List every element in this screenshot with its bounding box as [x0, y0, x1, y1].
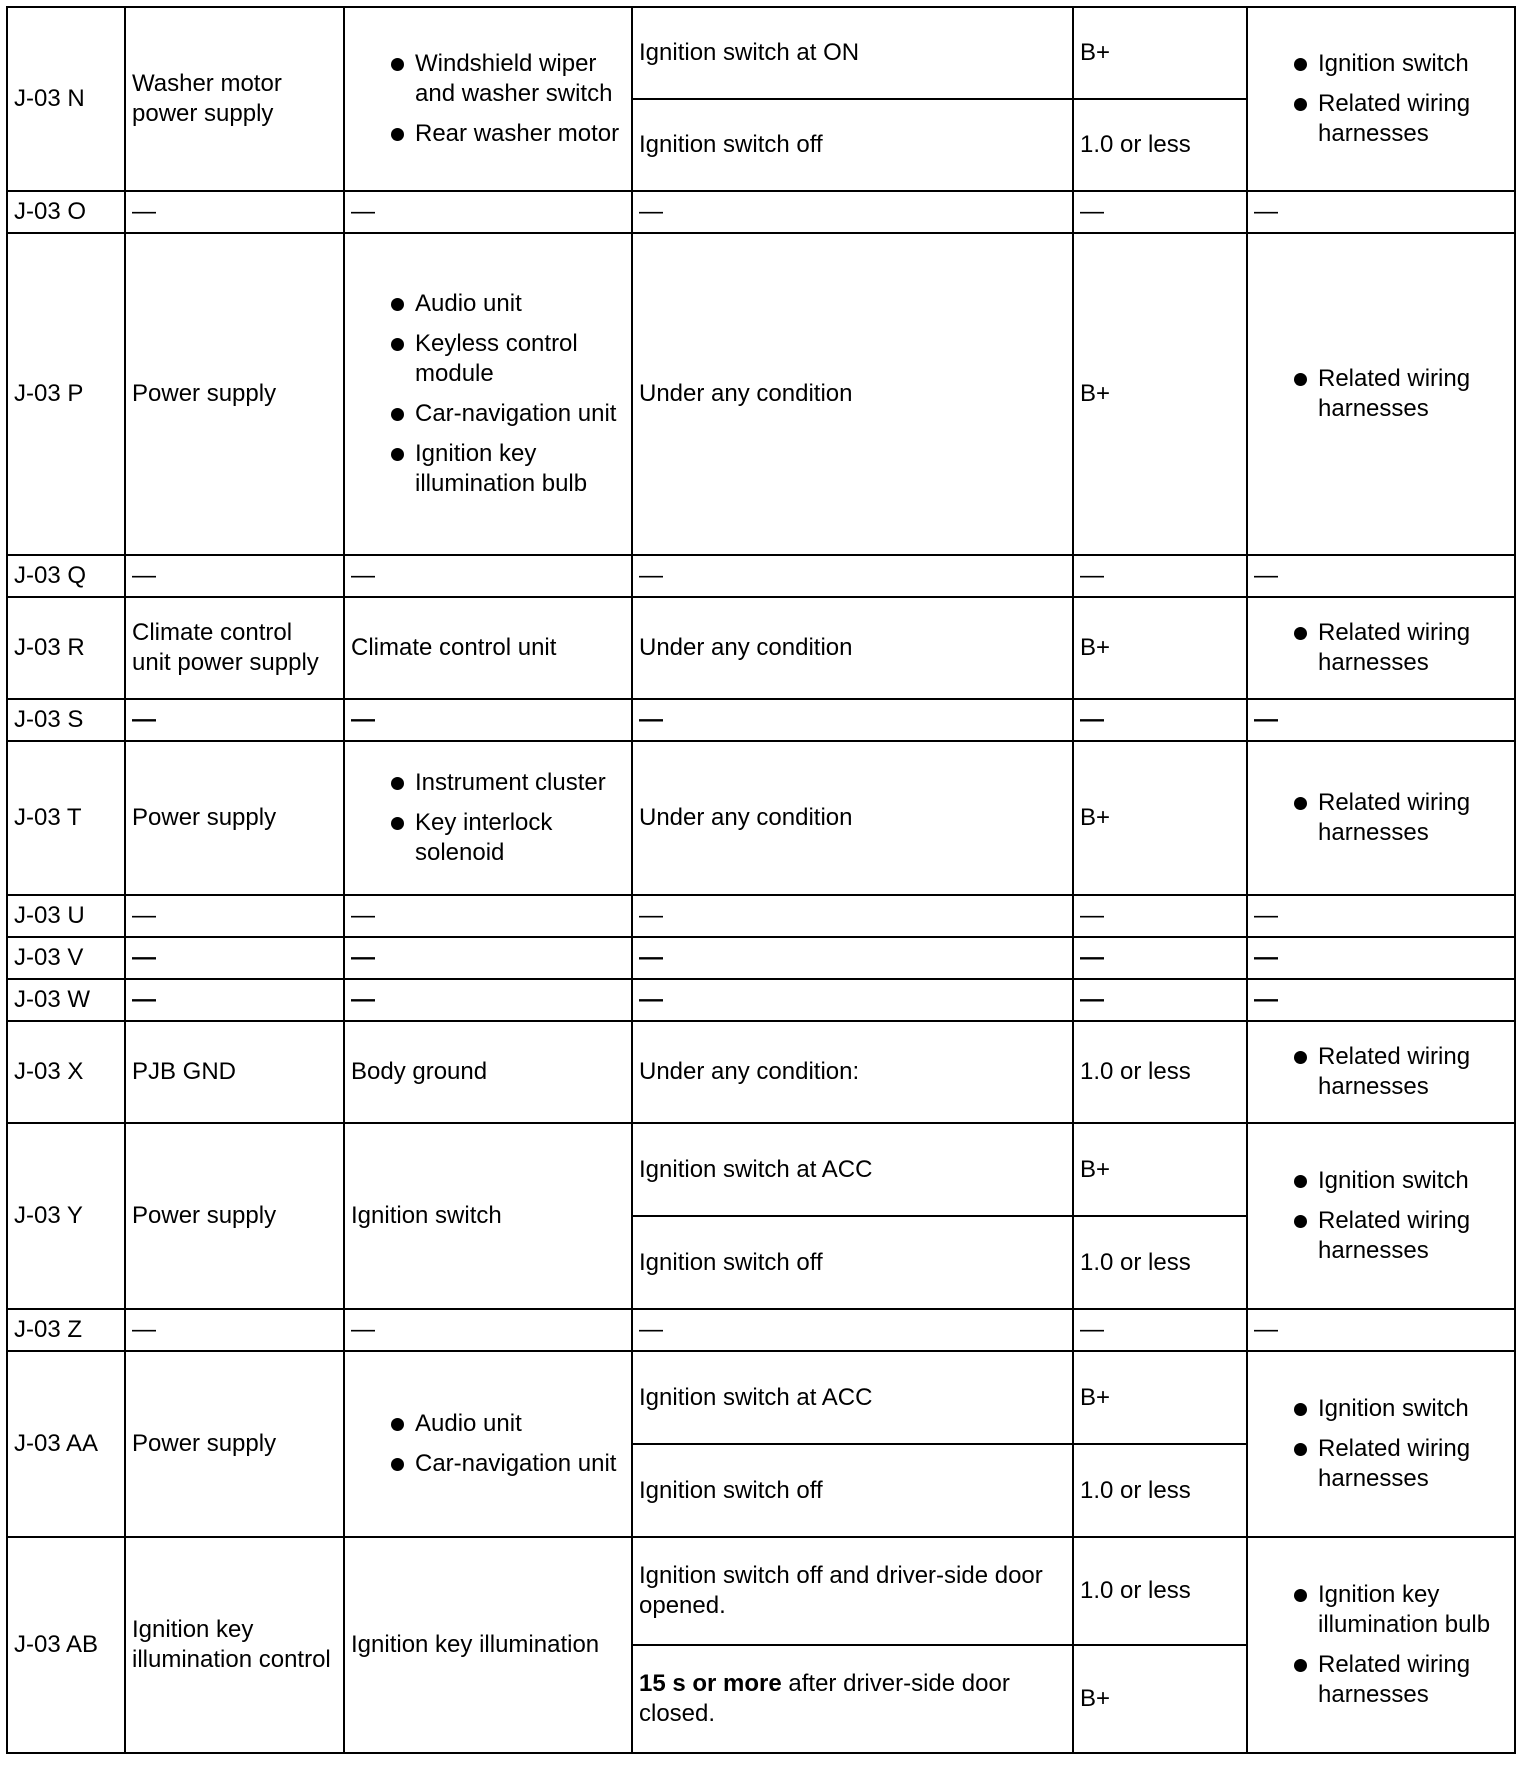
dash-cell: [1073, 979, 1247, 1021]
condition-cell: Ignition switch at ACC: [632, 1351, 1073, 1444]
dash-mark: —: [132, 562, 156, 589]
condition-cell: Ignition switch off and driver-side door opened.: [632, 1537, 1073, 1645]
list-item: Car-navigation unit: [351, 1449, 625, 1479]
table-row: [7, 1123, 1515, 1216]
inspection-cell: [1247, 1123, 1515, 1309]
terminal-cell: J-03 P: [7, 233, 125, 555]
voltage-cell: B+: [1073, 1351, 1247, 1444]
dash-cell: [344, 191, 632, 233]
dash-mark: —: [351, 902, 375, 929]
condition-cell: Ignition switch off: [632, 99, 1073, 191]
terminal-cell: J-03 S: [7, 699, 125, 741]
inspection-cell: [1247, 1537, 1515, 1753]
dash-cell: [1073, 895, 1247, 937]
list-item: Car-navigation unit: [351, 399, 625, 429]
inspection-cell: [1247, 597, 1515, 699]
dash-cell: [125, 937, 344, 979]
list-item: Ignition switch: [1254, 1166, 1508, 1196]
dash-cell: [1247, 1309, 1515, 1351]
table-row: [7, 555, 1515, 597]
list-item: Ignition key illumination bulb: [1254, 1580, 1508, 1640]
signal-cell: PJB GND: [125, 1021, 344, 1123]
dash-cell: [125, 191, 344, 233]
dash-cell: [125, 699, 344, 741]
voltage-cell: B+: [1073, 233, 1247, 555]
connected-to-cell: Ignition key illumination: [344, 1537, 632, 1753]
dash-mark: —: [1254, 944, 1278, 971]
terminal-cell: J-03 Z: [7, 1309, 125, 1351]
table-row: [7, 741, 1515, 895]
list-item: Related wiring harnesses: [1254, 364, 1508, 424]
list-item: Ignition key illumination bulb: [351, 439, 625, 499]
dash-cell: [1073, 191, 1247, 233]
table-row: [7, 1537, 1515, 1645]
condition-emphasis: 15 s or more: [639, 1670, 782, 1697]
dash-mark: —: [1080, 944, 1104, 971]
dash-mark: —: [132, 944, 156, 971]
connected-to-cell: [344, 741, 632, 895]
terminal-cell: J-03 W: [7, 979, 125, 1021]
signal-cell: Power supply: [125, 741, 344, 895]
terminal-cell: J-03 T: [7, 741, 125, 895]
condition-cell: Under any condition: [632, 233, 1073, 555]
table-row: [7, 7, 1515, 99]
terminal-cell: J-03 U: [7, 895, 125, 937]
terminal-spec-sheet: [6, 6, 1514, 1754]
voltage-cell: 1.0 or less: [1073, 1537, 1247, 1645]
dash-cell: [1247, 191, 1515, 233]
dash-cell: [632, 1309, 1073, 1351]
voltage-cell: B+: [1073, 7, 1247, 99]
dash-mark: —: [1254, 1316, 1278, 1343]
dash-mark: —: [1254, 706, 1278, 733]
table-row: [7, 191, 1515, 233]
dash-mark: —: [639, 706, 663, 733]
table-row: [7, 979, 1515, 1021]
dash-mark: —: [351, 986, 375, 1013]
dash-cell: [125, 555, 344, 597]
condition-cell: Ignition switch at ACC: [632, 1123, 1073, 1216]
dash-mark: —: [132, 198, 156, 225]
list-item: Audio unit: [351, 289, 625, 319]
voltage-cell: 1.0 or less: [1073, 1216, 1247, 1309]
list-item: Related wiring harnesses: [1254, 1042, 1508, 1102]
dash-mark: —: [132, 986, 156, 1013]
voltage-cell: 1.0 or less: [1073, 1021, 1247, 1123]
table-row: [7, 937, 1515, 979]
list-item: Rear washer motor: [351, 119, 625, 149]
dash-mark: —: [1080, 986, 1104, 1013]
terminal-voltage-table: [6, 6, 1516, 1754]
dash-cell: [344, 1309, 632, 1351]
connected-to-cell: Ignition switch: [344, 1123, 632, 1309]
connected-to-cell: Climate control unit: [344, 597, 632, 699]
signal-cell: Climate control unit power supply: [125, 597, 344, 699]
voltage-cell: B+: [1073, 1645, 1247, 1753]
dash-cell: [125, 895, 344, 937]
dash-cell: [1247, 979, 1515, 1021]
dash-cell: [632, 937, 1073, 979]
table-row: [7, 233, 1515, 555]
dash-mark: —: [1254, 986, 1278, 1013]
dash-mark: —: [351, 198, 375, 225]
list-item: Key interlock solenoid: [351, 808, 625, 868]
dash-cell: [632, 699, 1073, 741]
dash-cell: [1073, 555, 1247, 597]
dash-cell: [344, 699, 632, 741]
signal-cell: Washer motor power supply: [125, 7, 344, 191]
inspection-cell: [1247, 741, 1515, 895]
signal-cell: Power supply: [125, 1123, 344, 1309]
condition-cell: Ignition switch at ON: [632, 7, 1073, 99]
dash-cell: [1247, 937, 1515, 979]
dash-mark: —: [1080, 198, 1104, 225]
list-item: Related wiring harnesses: [1254, 788, 1508, 848]
terminal-cell: J-03 V: [7, 937, 125, 979]
list-item: Related wiring harnesses: [1254, 1206, 1508, 1266]
list-item: Audio unit: [351, 1409, 625, 1439]
condition-cell: Under any condition: [632, 597, 1073, 699]
voltage-cell: B+: [1073, 597, 1247, 699]
dash-mark: —: [639, 944, 663, 971]
table-row: [7, 699, 1515, 741]
dash-cell: [125, 1309, 344, 1351]
dash-mark: —: [639, 198, 663, 225]
dash-mark: —: [132, 902, 156, 929]
inspection-cell: [1247, 7, 1515, 191]
list-item: Related wiring harnesses: [1254, 1434, 1508, 1494]
condition-cell: Ignition switch off: [632, 1216, 1073, 1309]
dash-mark: —: [1254, 562, 1278, 589]
table-row: [7, 1351, 1515, 1444]
condition-cell: Under any condition: [632, 741, 1073, 895]
terminal-cell: J-03 N: [7, 7, 125, 191]
dash-cell: [344, 895, 632, 937]
dash-mark: —: [1080, 1316, 1104, 1343]
condition-cell: [632, 1645, 1073, 1753]
connected-to-cell: [344, 233, 632, 555]
terminal-cell: J-03 O: [7, 191, 125, 233]
condition-cell: Ignition switch off: [632, 1444, 1073, 1537]
table-row: [7, 597, 1515, 699]
dash-mark: —: [1080, 706, 1104, 733]
dash-cell: [632, 555, 1073, 597]
dash-cell: [344, 937, 632, 979]
terminal-cell: J-03 Q: [7, 555, 125, 597]
dash-cell: [1073, 1309, 1247, 1351]
dash-mark: —: [639, 986, 663, 1013]
dash-cell: [125, 979, 344, 1021]
condition-cell: Under any condition:: [632, 1021, 1073, 1123]
list-item: Instrument cluster: [351, 768, 625, 798]
terminal-cell: J-03 Y: [7, 1123, 125, 1309]
list-item: Windshield wiper and washer switch: [351, 49, 625, 109]
list-item: Ignition switch: [1254, 49, 1508, 79]
dash-cell: [632, 979, 1073, 1021]
dash-cell: [1073, 937, 1247, 979]
dash-cell: [344, 555, 632, 597]
dash-mark: —: [351, 944, 375, 971]
dash-mark: —: [639, 1316, 663, 1343]
dash-cell: [344, 979, 632, 1021]
list-item: Keyless control module: [351, 329, 625, 389]
terminal-cell: J-03 R: [7, 597, 125, 699]
dash-mark: —: [639, 562, 663, 589]
dash-mark: —: [351, 706, 375, 733]
dash-mark: —: [1254, 902, 1278, 929]
dash-cell: [632, 191, 1073, 233]
dash-mark: —: [639, 902, 663, 929]
dash-mark: —: [351, 562, 375, 589]
dash-mark: —: [132, 706, 156, 733]
dash-cell: [1247, 555, 1515, 597]
signal-cell: Power supply: [125, 1351, 344, 1537]
terminal-cell: J-03 AA: [7, 1351, 125, 1537]
connected-to-cell: [344, 1351, 632, 1537]
list-item: Related wiring harnesses: [1254, 89, 1508, 149]
dash-mark: —: [1080, 562, 1104, 589]
dash-mark: —: [1080, 902, 1104, 929]
voltage-cell: 1.0 or less: [1073, 1444, 1247, 1537]
condition-text: after driver-side door closed.: [639, 1670, 1010, 1727]
signal-cell: Ignition key illumination control: [125, 1537, 344, 1753]
dash-cell: [1247, 699, 1515, 741]
terminal-cell: J-03 X: [7, 1021, 125, 1123]
connected-to-cell: Body ground: [344, 1021, 632, 1123]
table-row: [7, 1021, 1515, 1123]
dash-cell: [1247, 895, 1515, 937]
voltage-cell: B+: [1073, 741, 1247, 895]
list-item: Ignition switch: [1254, 1394, 1508, 1424]
list-item: Related wiring harnesses: [1254, 1650, 1508, 1710]
list-item: Related wiring harnesses: [1254, 618, 1508, 678]
terminal-cell: J-03 AB: [7, 1537, 125, 1753]
inspection-cell: [1247, 233, 1515, 555]
signal-cell: Power supply: [125, 233, 344, 555]
inspection-cell: [1247, 1351, 1515, 1537]
inspection-cell: [1247, 1021, 1515, 1123]
table-row: [7, 1309, 1515, 1351]
dash-cell: [1073, 699, 1247, 741]
voltage-cell: B+: [1073, 1123, 1247, 1216]
connected-to-cell: [344, 7, 632, 191]
dash-mark: —: [1254, 198, 1278, 225]
voltage-cell: 1.0 or less: [1073, 99, 1247, 191]
dash-cell: [632, 895, 1073, 937]
dash-mark: —: [351, 1316, 375, 1343]
table-row: [7, 895, 1515, 937]
dash-mark: —: [132, 1316, 156, 1343]
